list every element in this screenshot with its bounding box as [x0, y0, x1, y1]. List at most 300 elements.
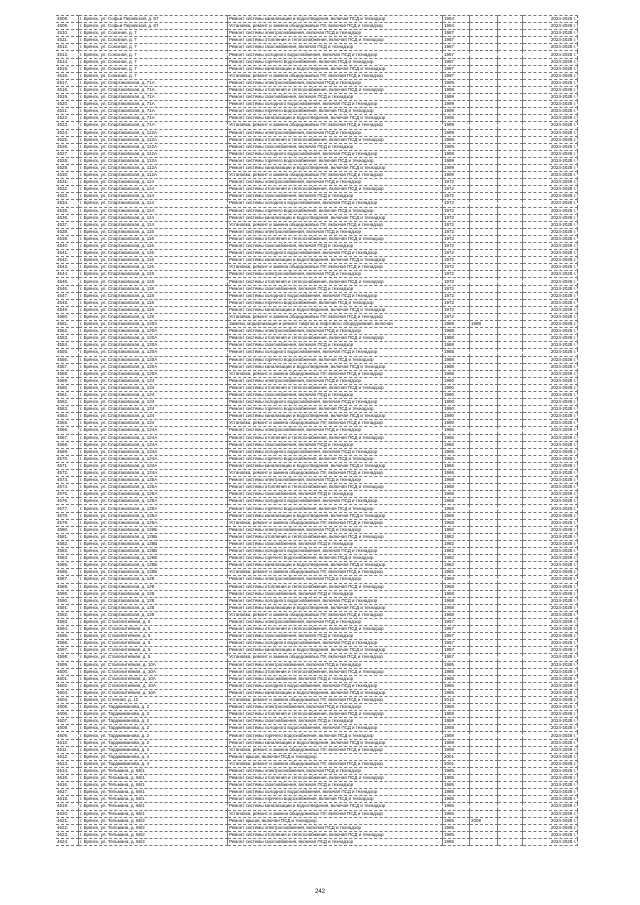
address-cell: г. Брянск, ул. Сталелитейная, д. 5 — [79, 633, 228, 640]
empty-cell — [498, 760, 523, 767]
period-cell: 2024-2028 г. — [523, 115, 578, 122]
period-cell: 2024-2028 г. — [523, 16, 578, 23]
row-number: 4510. — [56, 30, 79, 37]
table-row — [56, 640, 578, 647]
year-cell: 1999 — [443, 164, 470, 171]
empty-cell — [498, 16, 523, 23]
row-number: 4542. — [56, 257, 79, 264]
empty-cell — [498, 72, 523, 79]
table-row — [56, 122, 578, 129]
last-repair-year-cell — [470, 342, 498, 349]
address-cell: г. Брянск, ул. Спартаковская, д. 71А — [79, 94, 228, 101]
work-type-cell: Установка, ремонт и замена общедомовых ПУ, включая ПСД и технадзор — [228, 569, 443, 576]
table-row — [56, 143, 578, 150]
row-number: 4597. — [56, 647, 79, 654]
work-type-cell: Ремонт системы электроснабжения, включая ПСД и технадзор — [228, 824, 443, 831]
capital-repair-table — [56, 15, 578, 846]
row-number: 4611. — [56, 746, 79, 753]
last-repair-year-cell — [470, 711, 498, 718]
row-number: 4557. — [56, 363, 79, 370]
last-repair-year-cell — [470, 462, 498, 469]
year-cell: 1968 — [443, 590, 470, 597]
year-cell: 2001 — [443, 760, 470, 767]
empty-cell — [498, 58, 523, 65]
address-cell: г. Брянск, ул. Тельмана, д. 66/1 — [79, 796, 228, 803]
year-cell: 1966 — [443, 455, 470, 462]
year-cell: 1982 — [443, 555, 470, 562]
period-cell: 2024-2028 г. — [523, 711, 578, 718]
work-type-cell: Установка, ремонт и замена общедомовых ПУ, включая ПСД и технадзор — [228, 420, 443, 427]
last-repair-year-cell — [470, 243, 498, 250]
last-repair-year-cell — [470, 157, 498, 164]
empty-cell — [498, 94, 523, 101]
work-type-cell: Ремонт системы электроснабжения, включая ПСД и технадзор — [228, 661, 443, 668]
year-cell: 1972 — [443, 200, 470, 207]
empty-cell — [498, 384, 523, 391]
address-cell: г. Брянск, ул. Спартаковская, д. 126Б — [79, 526, 228, 533]
table-row — [56, 321, 578, 328]
table-row — [56, 243, 578, 250]
period-cell: 2024-2028 г. — [523, 51, 578, 58]
period-cell: 2024-2028 г. — [523, 725, 578, 732]
table-row — [56, 718, 578, 725]
work-type-cell: Ремонт системы отопления и теплоснабжения, включая ПСД и технадзор — [228, 136, 443, 143]
period-cell: 2024-2028 г. — [523, 526, 578, 533]
work-type-cell: Ремонт системы газоснабжения, включая ПСД и технадзор — [228, 243, 443, 250]
period-cell: 2024-2028 г. — [523, 221, 578, 228]
empty-cell — [498, 200, 523, 207]
period-cell: 2024-2028 г. — [523, 491, 578, 498]
row-number: 4540. — [56, 243, 79, 250]
period-cell: 2024-2028 г. — [523, 342, 578, 349]
period-cell: 2024-2028 г. — [523, 689, 578, 696]
year-cell: 1959 — [443, 704, 470, 711]
period-cell: 2024-2028 г. — [523, 803, 578, 810]
row-number: 4523. — [56, 122, 79, 129]
address-cell: г. Брянск, ул. Спартаковская, д. 71А — [79, 122, 228, 129]
row-number: 4574. — [56, 484, 79, 491]
period-cell: 2024-2028 г. — [523, 108, 578, 115]
last-repair-year-cell: 2008 — [470, 817, 498, 824]
table-row — [56, 101, 578, 108]
work-type-cell: Ремонт системы электроснабжения, включая ПСД и технадзор — [228, 427, 443, 434]
work-type-cell: Ремонт системы горячего водоснабжения, включая ПСД и технадзор — [228, 58, 443, 65]
last-repair-year-cell — [470, 172, 498, 179]
row-number: 4515. — [56, 65, 79, 72]
period-cell: 2024-2028 г. — [523, 611, 578, 618]
row-number: 4594. — [56, 626, 79, 633]
year-cell: 1990 — [443, 391, 470, 398]
empty-cell — [498, 172, 523, 179]
last-repair-year-cell — [470, 406, 498, 413]
empty-cell — [498, 633, 523, 640]
year-cell: 1957 — [443, 647, 470, 654]
address-cell: г. Брянск, ул. Тарджиманова, д. 2 — [79, 711, 228, 718]
row-number: 4571. — [56, 462, 79, 469]
row-number: 4602. — [56, 682, 79, 689]
table-row — [56, 775, 578, 782]
row-number: 4598. — [56, 654, 79, 661]
last-repair-year-cell — [470, 136, 498, 143]
empty-cell — [498, 711, 523, 718]
table-row — [56, 65, 578, 72]
period-cell: 2024-2028 г. — [523, 562, 578, 569]
year-cell: 1999 — [443, 143, 470, 150]
year-cell: 1985 — [443, 675, 470, 682]
address-cell: г. Брянск, ул. Спартаковская, д. 112А — [79, 143, 228, 150]
table-row — [56, 207, 578, 214]
address-cell: г. Брянск, ул. Спартаковская, д. 116 — [79, 243, 228, 250]
year-cell: 1982 — [443, 569, 470, 576]
period-cell: 2024-2028 г. — [523, 143, 578, 150]
year-cell: 1988 — [443, 342, 470, 349]
empty-cell — [498, 221, 523, 228]
work-type-cell: Ремонт системы газоснабжения, включая ПСД и технадзор — [228, 540, 443, 547]
work-type-cell: Ремонт системы холодного водоснабжения, включая ПСД и технадзор — [228, 51, 443, 58]
work-type-cell: Ремонт системы канализации и водоотведения, включая ПСД и технадзор — [228, 363, 443, 370]
address-cell: г. Брянск, ул. Спартаковская, д. 124 — [79, 413, 228, 420]
period-cell: 2024-2028 г. — [523, 661, 578, 668]
row-number: 4580. — [56, 526, 79, 533]
empty-cell — [498, 576, 523, 583]
period-cell: 2024-2028 г. — [523, 427, 578, 434]
last-repair-year-cell — [470, 370, 498, 377]
last-repair-year-cell — [470, 23, 498, 30]
address-cell: г. Брянск, ул. Тарджиманова, д. 2 — [79, 739, 228, 746]
work-type-cell: Ремонт системы электроснабжения, включая ПСД и технадзор — [228, 767, 443, 774]
empty-cell — [498, 746, 523, 753]
period-cell: 2024-2028 г. — [523, 136, 578, 143]
address-cell: г. Брянск, ул. Спартаковская, д. 126Б — [79, 533, 228, 540]
period-cell: 2024-2028 г. — [523, 306, 578, 313]
table-row — [56, 441, 578, 448]
empty-cell — [498, 519, 523, 526]
address-cell: г. Брянск, ул. Степная, д. 12 — [79, 697, 228, 704]
period-cell: 2024-2028 г. — [523, 228, 578, 235]
table-row — [56, 299, 578, 306]
last-repair-year-cell — [470, 533, 498, 540]
last-repair-year-cell — [470, 235, 498, 242]
year-cell: 1972 — [443, 243, 470, 250]
year-cell: 1966 — [443, 462, 470, 469]
table-row — [56, 406, 578, 413]
table-row — [56, 271, 578, 278]
period-cell: 2024-2028 г. — [523, 597, 578, 604]
row-number: 4585. — [56, 562, 79, 569]
work-type-cell: Ремонт системы канализации и водоотведения, включая ПСД и технадзор — [228, 115, 443, 122]
work-type-cell: Ремонт системы канализации и водоотведения, включая ПСД и технадзор — [228, 562, 443, 569]
last-repair-year-cell — [470, 633, 498, 640]
work-type-cell: Ремонт системы газоснабжения, включая ПСД и технадзор — [228, 193, 443, 200]
last-repair-year-cell — [470, 30, 498, 37]
empty-cell — [498, 462, 523, 469]
address-cell: г. Брянск, ул. Тельмана, д. 66/2 — [79, 824, 228, 831]
empty-cell — [498, 193, 523, 200]
period-cell: 2024-2028 г. — [523, 179, 578, 186]
year-cell: 1968 — [443, 611, 470, 618]
row-number: 4569. — [56, 448, 79, 455]
last-repair-year-cell — [470, 739, 498, 746]
work-type-cell: Ремонт системы холодного водоснабжения, включая ПСД и технадзор — [228, 349, 443, 356]
last-repair-year-cell — [470, 278, 498, 285]
period-cell: 2024-2028 г. — [523, 86, 578, 93]
row-number: 4578. — [56, 512, 79, 519]
row-number: 4616. — [56, 782, 79, 789]
table-row — [56, 661, 578, 668]
year-cell: 1957 — [443, 640, 470, 647]
last-repair-year-cell — [470, 306, 498, 313]
row-number: 4547. — [56, 292, 79, 299]
work-type-cell: Ремонт системы холодного водоснабжения, включая ПСД и технадзор — [228, 250, 443, 257]
empty-cell — [498, 697, 523, 704]
year-cell: 1985 — [443, 775, 470, 782]
address-cell: г. Брянск, ул. Спартаковская, д. 124А — [79, 470, 228, 477]
year-cell: 1972 — [443, 285, 470, 292]
empty-cell — [498, 257, 523, 264]
last-repair-year-cell — [470, 122, 498, 129]
empty-cell — [498, 569, 523, 576]
work-type-cell: Ремонт системы канализации и водоотведения, включая ПСД и технадзор — [228, 164, 443, 171]
row-number: 4579. — [56, 519, 79, 526]
address-cell: г. Брянск, ул. Тельмана, д. 66/1 — [79, 789, 228, 796]
last-repair-year-cell — [470, 725, 498, 732]
row-number: 4596. — [56, 640, 79, 647]
last-repair-year-cell — [470, 299, 498, 306]
last-repair-year-cell — [470, 626, 498, 633]
row-number: 4618. — [56, 796, 79, 803]
work-type-cell: Ремонт системы холодного водоснабжения, включая ПСД и технадзор — [228, 448, 443, 455]
year-cell: 1985 — [443, 824, 470, 831]
last-repair-year-cell — [470, 583, 498, 590]
work-type-cell: Ремонт системы отопления и теплоснабжения, включая ПСД и технадзор — [228, 831, 443, 838]
empty-cell — [498, 555, 523, 562]
last-repair-year-cell — [470, 576, 498, 583]
table-row — [56, 115, 578, 122]
address-cell: г. Брянск, ул. Спартаковская, д. 124 — [79, 391, 228, 398]
year-cell: 1985 — [443, 789, 470, 796]
address-cell: г. Брянск, ул. Сталелитейная, д. 10А — [79, 682, 228, 689]
year-cell: 1988 — [443, 363, 470, 370]
year-cell: 1982 — [443, 562, 470, 569]
period-cell: 2024-2028 г. — [523, 370, 578, 377]
table-body — [56, 16, 578, 846]
empty-cell — [498, 101, 523, 108]
address-cell: г. Брянск, ул. Союзная, д. 7 — [79, 65, 228, 72]
row-number: 4528. — [56, 157, 79, 164]
row-number: 4546. — [56, 285, 79, 292]
work-type-cell: Ремонт системы канализации и водоотведения, включая ПСД и технадзор — [228, 413, 443, 420]
year-cell: 1999 — [443, 172, 470, 179]
row-number: 4593. — [56, 618, 79, 625]
table-row — [56, 519, 578, 526]
last-repair-year-cell — [470, 718, 498, 725]
empty-cell — [498, 228, 523, 235]
year-cell: 1999 — [443, 157, 470, 164]
row-number: 4587. — [56, 576, 79, 583]
empty-cell — [498, 264, 523, 271]
row-number: 4519. — [56, 94, 79, 101]
year-cell: 1999 — [443, 86, 470, 93]
period-cell: 2024-2028 г. — [523, 555, 578, 562]
last-repair-year-cell — [470, 569, 498, 576]
last-repair-year-cell — [470, 704, 498, 711]
table-row — [56, 186, 578, 193]
year-cell: 1990 — [443, 420, 470, 427]
address-cell: г. Брянск, ул. Спартаковская, д. 125А — [79, 491, 228, 498]
table-row — [56, 838, 578, 845]
empty-cell — [498, 306, 523, 313]
address-cell: г. Брянск, ул. Спартаковская, д. 126Б — [79, 562, 228, 569]
year-cell: 1959 — [443, 718, 470, 725]
address-cell: г. Брянск, ул. Спартаковская, д. 71А — [79, 115, 228, 122]
table-row — [56, 739, 578, 746]
table-row — [56, 44, 578, 51]
last-repair-year-cell — [470, 789, 498, 796]
table-row — [56, 157, 578, 164]
work-type-cell: Ремонт системы газоснабжения, включая ПСД и технадзор — [228, 342, 443, 349]
year-cell: 1987 — [443, 51, 470, 58]
table-row — [56, 562, 578, 569]
table-row — [56, 221, 578, 228]
row-number: 4535. — [56, 207, 79, 214]
year-cell: 1959 — [443, 739, 470, 746]
empty-cell — [498, 767, 523, 774]
address-cell: г. Брянск, ул. Союзная, д. 7 — [79, 72, 228, 79]
period-cell: 2024-2028 г. — [523, 824, 578, 831]
last-repair-year-cell — [470, 328, 498, 335]
empty-cell — [498, 611, 523, 618]
table-row — [56, 576, 578, 583]
table-row — [56, 370, 578, 377]
empty-cell — [498, 640, 523, 647]
address-cell: г. Брянск, ул. Спартаковская, д. 120А — [79, 328, 228, 335]
row-number: 4537. — [56, 221, 79, 228]
work-type-cell: Ремонт системы отопления и теплоснабжения, включая ПСД и технадзор — [228, 668, 443, 675]
table-row — [56, 618, 578, 625]
last-repair-year-cell — [470, 590, 498, 597]
last-repair-year-cell — [470, 186, 498, 193]
table-row — [56, 37, 578, 44]
address-cell: г. Брянск, ул. Спартаковская, д. 125А — [79, 512, 228, 519]
row-number: 4610. — [56, 739, 79, 746]
period-cell: 2024-2028 г. — [523, 157, 578, 164]
row-number: 4613. — [56, 760, 79, 767]
row-number: 4620. — [56, 810, 79, 817]
empty-cell — [498, 675, 523, 682]
year-cell: 1968 — [443, 519, 470, 526]
address-cell: г. Брянск, ул. Сталелитейная, д. 10А — [79, 661, 228, 668]
empty-cell — [498, 789, 523, 796]
address-cell: г. Брянск, ул. Спартаковская, д. 71А — [79, 108, 228, 115]
last-repair-year-cell — [470, 413, 498, 420]
period-cell: 2024-2028 г. — [523, 640, 578, 647]
address-cell: г. Брянск, ул. Спартаковская, д. 128 — [79, 611, 228, 618]
last-repair-year-cell — [470, 491, 498, 498]
work-type-cell: Ремонт системы электроснабжения, включая ПСД и технадзор — [228, 271, 443, 278]
empty-cell — [498, 250, 523, 257]
row-number: 4531. — [56, 179, 79, 186]
row-number: 4532. — [56, 186, 79, 193]
empty-cell — [498, 470, 523, 477]
table-row — [56, 732, 578, 739]
last-repair-year-cell — [470, 760, 498, 767]
empty-cell — [498, 129, 523, 136]
address-cell: г. Брянск, ул. Спартаковская, д. 124А — [79, 455, 228, 462]
year-cell: 1972 — [443, 313, 470, 320]
address-cell: г. Брянск, ул. Спартаковская, д. 116 — [79, 250, 228, 257]
year-cell: 1972 — [443, 292, 470, 299]
year-cell: 1988 — [443, 349, 470, 356]
period-cell: 2024-2028 г. — [523, 498, 578, 505]
table-row — [56, 540, 578, 547]
row-number: 4608. — [56, 725, 79, 732]
row-number: 4581. — [56, 533, 79, 540]
work-type-cell: Ремонт системы электроснабжения, включая ПСД и технадзор — [228, 477, 443, 484]
row-number: 4525. — [56, 136, 79, 143]
last-repair-year-cell — [470, 179, 498, 186]
last-repair-year-cell — [470, 16, 498, 23]
period-cell: 2024-2028 г. — [523, 718, 578, 725]
year-cell: 1999 — [443, 79, 470, 86]
work-type-cell: Ремонт системы газоснабжения, включая ПСД и технадзор — [228, 633, 443, 640]
year-cell: 1982 — [443, 540, 470, 547]
period-cell: 2024-2028 г. — [523, 65, 578, 72]
work-type-cell: Ремонт системы холодного водоснабжения, включая ПСД и технадзор — [228, 200, 443, 207]
work-type-cell: Ремонт системы электроснабжения, включая ПСД и технадзор — [228, 576, 443, 583]
address-cell: г. Брянск, ул. Спартаковская, д. 112А — [79, 150, 228, 157]
last-repair-year-cell — [470, 441, 498, 448]
work-type-cell: Ремонт системы канализации и водоотведения, включая ПСД и технадзор — [228, 739, 443, 746]
empty-cell — [498, 618, 523, 625]
last-repair-year-cell — [470, 753, 498, 760]
row-number: 4517. — [56, 79, 79, 86]
table-row — [56, 94, 578, 101]
address-cell: г. Брянск, ул. Спартаковская, д. 128 — [79, 583, 228, 590]
last-repair-year-cell — [470, 228, 498, 235]
table-row — [56, 200, 578, 207]
period-cell: 2024-2028 г. — [523, 328, 578, 335]
year-cell: 1988 — [443, 328, 470, 335]
table-row — [56, 313, 578, 320]
row-number: 4543. — [56, 264, 79, 271]
address-cell: г. Брянск, ул. Спартаковская, д. 112А — [79, 164, 228, 171]
address-cell: г. Брянск, ул. Тарджиманова, д. 4 — [79, 753, 228, 760]
last-repair-year-cell — [470, 512, 498, 519]
table-row — [56, 434, 578, 441]
address-cell: г. Брянск, ул. Спартаковская, д. 112А — [79, 129, 228, 136]
empty-cell — [498, 838, 523, 845]
address-cell: г. Брянск, ул. Спартаковская, д. 126Б — [79, 540, 228, 547]
empty-cell — [498, 562, 523, 569]
row-number: 4586. — [56, 569, 79, 576]
table-row — [56, 235, 578, 242]
address-cell: г. Брянск, ул. Спартаковская, д. 120А — [79, 356, 228, 363]
row-number: 4527. — [56, 150, 79, 157]
empty-cell — [498, 427, 523, 434]
period-cell: 2024-2028 г. — [523, 590, 578, 597]
work-type-cell: Установка, ремонт и замена общедомовых ПУ, включая ПСД и технадзор — [228, 23, 443, 30]
empty-cell — [498, 164, 523, 171]
row-number: 4576. — [56, 498, 79, 505]
address-cell: г. Брянск, ул. Спартаковская, д. 128 — [79, 604, 228, 611]
empty-cell — [498, 157, 523, 164]
work-type-cell: Ремонт системы горячего водоснабжения, включая ПСД и технадзор — [228, 356, 443, 363]
row-number: 4550. — [56, 313, 79, 320]
period-cell: 2024-2028 г. — [523, 150, 578, 157]
empty-cell — [498, 299, 523, 306]
period-cell: 2024-2028 г. — [523, 470, 578, 477]
empty-cell — [498, 654, 523, 661]
